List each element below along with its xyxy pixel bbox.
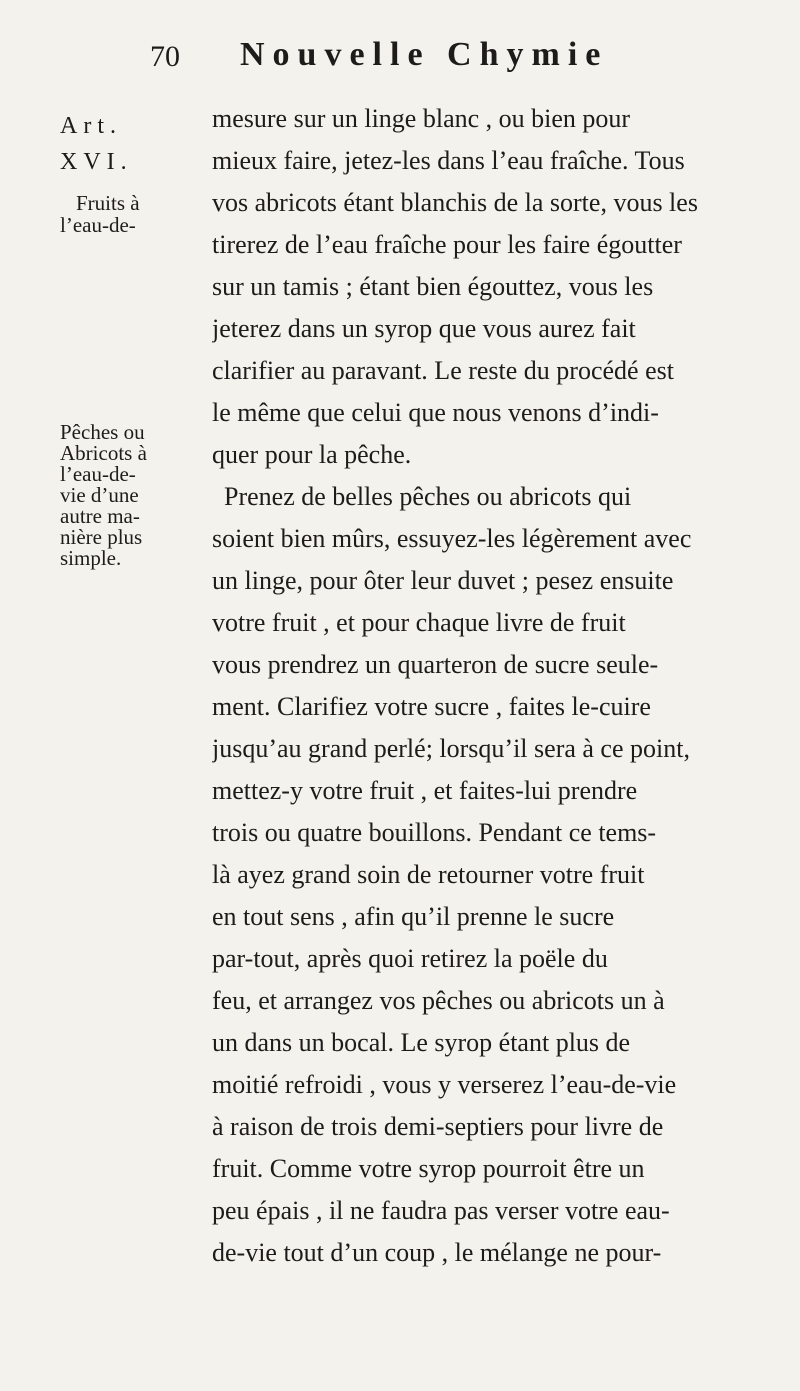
text-line: le même que celui que nous venons d’indi- [212,398,659,427]
text-line: sur un tamis ; étant bien égouttez, vous les [212,272,654,301]
text-line: ment. Clarifiez votre sucre , faites le-cuire [212,692,651,721]
margin-note-line: Pêches ou [60,420,145,444]
text-line: mettez-y votre fruit , et faites-lui prendre [212,776,638,805]
text-line: vous prendrez un quarteron de sucre seule- [212,650,659,679]
page-header [0,30,800,90]
text-line: de-vie tout d’un coup , le mélange ne pour- [212,1238,662,1267]
text-line: moitié refroidi , vous y verserez l’eau-de-vie [212,1070,677,1099]
article-label-number: XVI. [60,149,133,175]
margin-note-line: l’eau-de- [60,462,136,486]
text-line: à raison de trois demi-septiers pour livre de [212,1112,664,1141]
text-line: clarifier au paravant. Le reste du procédé est [212,356,674,385]
text-line: mesure sur un linge blanc , ou bien pour [212,104,631,133]
text-line: un dans un bocal. Le syrop étant plus de [212,1028,631,1057]
text-line: tirerez de l’eau fraîche pour les faire égoutter [212,230,682,259]
text-line: Prenez de belles pêches ou abricots qui [224,482,632,511]
margin-note-line: nière plus [60,525,143,549]
text-line: un linge, pour ôter leur duvet ; pesez ensuite [212,566,674,595]
margin-note-line: Abricots à [60,441,147,465]
body-text [212,98,792,1274]
text-line: par-tout, après quoi retirez la poële du [212,944,608,973]
text-line: vos abricots étant blanchis de la sorte, vous les [212,188,698,217]
text-line: quer pour la pêche. [212,440,412,469]
text-line: trois ou quatre bouillons. Pendant ce tems- [212,818,657,847]
text-line: soient bien mûrs, essuyez-les légèrement avec [212,524,692,553]
text-line: fruit. Comme votre syrop pourroit être un [212,1154,645,1183]
margin-note-line: Fruits à [76,191,140,215]
margin-note-fruits [60,192,158,236]
margin-note-line: l’eau-de- [60,213,136,237]
page-number: 70 [150,40,180,73]
text-line: mieux faire, jetez-les dans l’eau fraîche. Tous [212,146,685,175]
article-label [60,108,140,180]
margin-note-line: vie d’une [60,483,139,507]
text-line: feu, et arrangez vos pêches ou abricots un à [212,986,665,1015]
article-label-art: Art. [60,113,122,139]
text-line: votre fruit , et pour chaque livre de fruit [212,608,626,637]
text-line: peu épais , il ne faudra pas verser votre eau- [212,1196,670,1225]
margin-note-line: autre ma- [60,504,140,528]
text-line: jusqu’au grand perlé; lorsqu’il sera à ce point, [212,734,690,763]
text-line: là ayez grand soin de retourner votre fruit [212,860,645,889]
running-title: Nouvelle Chymie [240,36,609,73]
text-line: en tout sens , afin qu’il prenne le sucre [212,902,615,931]
text-line: jeterez dans un syrop que vous aurez fait [212,314,636,343]
margin-note-line: simple. [60,546,122,570]
margin-note-peches [60,422,200,569]
